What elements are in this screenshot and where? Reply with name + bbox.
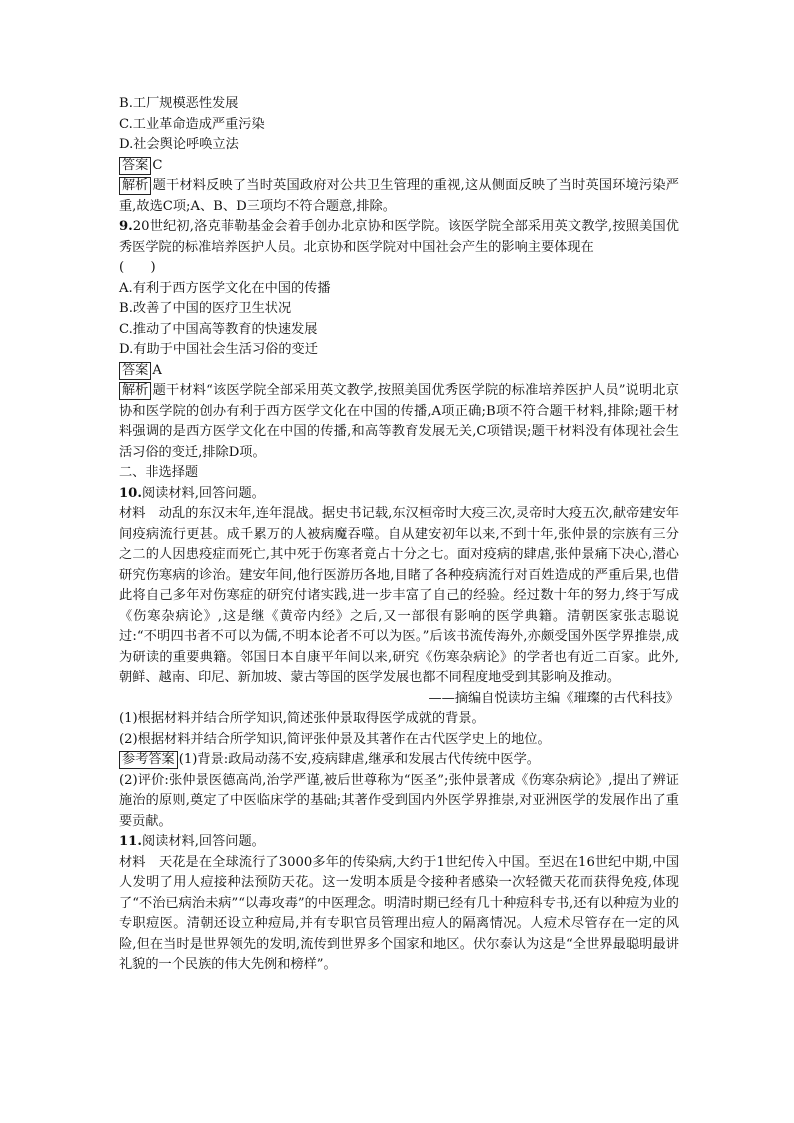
q9-option-c: C.推动了中国高等教育的快速发展 bbox=[119, 321, 318, 337]
q9-option-d: D.有助于中国社会生活习俗的变迁 bbox=[119, 342, 318, 357]
q8-answer-value: C bbox=[152, 157, 163, 173]
q8-answer bbox=[119, 156, 679, 177]
q10-subquestion-2: (2)根据材料并结合所学知识,简评张仲景及其著作在古代医学史上的地位。 bbox=[119, 731, 551, 747]
q11-material bbox=[119, 853, 679, 976]
analysis-tag: 解析 bbox=[119, 382, 151, 400]
q9-option-a: A.有利于西方医学文化在中国的传播 bbox=[119, 280, 331, 296]
q10-subquestion-1: (1)根据材料并结合所学知识,简述张仲景取得医学成就的背景。 bbox=[119, 711, 485, 726]
q10-source: ——摘编自悦读坊主编《璀璨的古代科技》 bbox=[428, 690, 679, 706]
reference-answer-tag: 参考答案 bbox=[119, 751, 178, 769]
q10-material-text: 动乱的东汉末年,连年混战。据史书记载,东汉桓帝时大疫三次,灵帝时大疫五次,献帝建安年间疫病流行更甚。成千累万的人被病魔吞噬。自从建安初年以来,不到十年,张仲景的宗族有三分之二的人因患疫症而死亡,其中死于伤寒者竟占十分之七。面对疫病的肆虐,张仲景痛下决心,潜心研究伤寒病的诊治。建安年间,他行医游历各地,目睹了各种疫病流行对百姓造成的严重后果,也借此将自己多年对伤寒症的研究付诸实践,进一步丰富了自己的经验。经过数十年的努力,终于写成《伤寒杂病论》,这是继《黄帝内经》之后,又一部很有影响的医学典籍。清朝医家张志聪说过:“不明四书者不可以为儒,不明本论者不可以为医。”后该书流传海外,亦颇受国外医学界推崇,成为研读的重要典籍。邻国日本自康平年间以来,研究《伤寒杂病论》的学者也有近二百家。此外,朝鲜、越南、印尼、新加坡、蒙古等国的医学发展也都不同程度地受到其影响及推动。 bbox=[119, 506, 680, 685]
q10-reference-1-text: (1)背景:政局动荡不安,疫病肆虐,继承和发展古代传统中医学。 bbox=[178, 752, 540, 767]
q11-material-text: 天花是在全球流行了3000多年的传染病,大约于1世纪传入中国。至迟在16世纪中期,中国人发明了用人痘接种法预防天花。这一发明本质是令接种者感染一次轻微天花而获得免疫,体现了“不治已病治未病”“以毒攻毒”的中医理念。明清时期已经有几十种痘科专书,还有以种痘为业的专职痘医。清朝还设立种痘局,并有专职官员管理出痘人的隔离情况。人痘术尽管存在一定的风险,但在当时是世界领先的发明,流传到世界多个国家和地区。伏尔泰认为这是“全世界最聪明最讲礼貌的一个民族的伟大先例和榜样”。 bbox=[119, 854, 680, 972]
q8-analysis-text: 题干材料反映了当时英国政府对公共卫生管理的重视,这从侧面反映了当时英国环境污染严重,故选C项;A、B、D三项均不符合题意,排除。 bbox=[119, 178, 679, 214]
answer-tag: 答案 bbox=[119, 157, 151, 175]
q10-reference-2: (2)评价:张仲景医德高尚,治学严谨,被后世尊称为“医圣”;张仲景著成《伤寒杂病论》,提出了辨证施治的原则,奠定了中医临床学的基础;其著作受到国内外医学界推崇,对亚洲医学的发展作出了重要贡献。 bbox=[119, 772, 679, 829]
q8-option-d: D.社会舆论呼唤立法 bbox=[119, 137, 239, 152]
q9-blank: ( ) bbox=[119, 260, 156, 275]
q9-stem bbox=[119, 217, 679, 258]
q9-number: 9. bbox=[119, 219, 133, 234]
q11-title-text: 阅读材料,回答问题。 bbox=[141, 834, 265, 849]
q9-stem-text: 20世纪初,洛克菲勒基金会着手创办北京协和医学院。该医学院全部采用英文教学,按照美国优秀医学院的标准培养医护人员。北京协和医学院对中国社会产生的影响主要体现在 bbox=[119, 219, 679, 255]
q11-number: 11. bbox=[119, 834, 142, 849]
q10-title-text: 阅读材料,回答问题。 bbox=[141, 485, 265, 501]
q9-analysis-text: 题干材料“该医学院全部采用英文教学,按照美国优秀医学院的标准培养医护人员”说明北京协和医学院的创办有利于西方医学文化在中国的传播,A项正确;B项不符合题干材料,排除;题干材料强调的是西方医学文化在中国的传播,和高等教育发展无关,C项错误;题干材料没有体现社会生活习俗的变迁,排除D项。 bbox=[119, 383, 679, 460]
q8-analysis bbox=[119, 176, 679, 217]
q9-answer-value: A bbox=[152, 362, 162, 378]
answer-tag: 答案 bbox=[119, 362, 151, 380]
q10-reference-1 bbox=[119, 750, 679, 771]
q8-option-c: C.工业革命造成严重污染 bbox=[119, 116, 265, 132]
q9-analysis bbox=[119, 381, 679, 463]
q10-material-label: 材料 bbox=[119, 506, 146, 521]
analysis-tag: 解析 bbox=[119, 177, 151, 195]
q11-title bbox=[119, 832, 679, 853]
q8-option-b: B.工厂规模恶性发展 bbox=[119, 96, 239, 111]
section-heading: 二、非选择题 bbox=[119, 465, 199, 480]
q9-answer bbox=[119, 361, 679, 382]
document-page bbox=[119, 94, 679, 976]
q10-material bbox=[119, 504, 679, 689]
q10-number: 10. bbox=[119, 485, 142, 501]
q11-material-label: 材料 bbox=[119, 854, 146, 870]
q9-option-b: B.改善了中国的医疗卫生状况 bbox=[119, 301, 292, 316]
q10-title bbox=[119, 484, 679, 505]
